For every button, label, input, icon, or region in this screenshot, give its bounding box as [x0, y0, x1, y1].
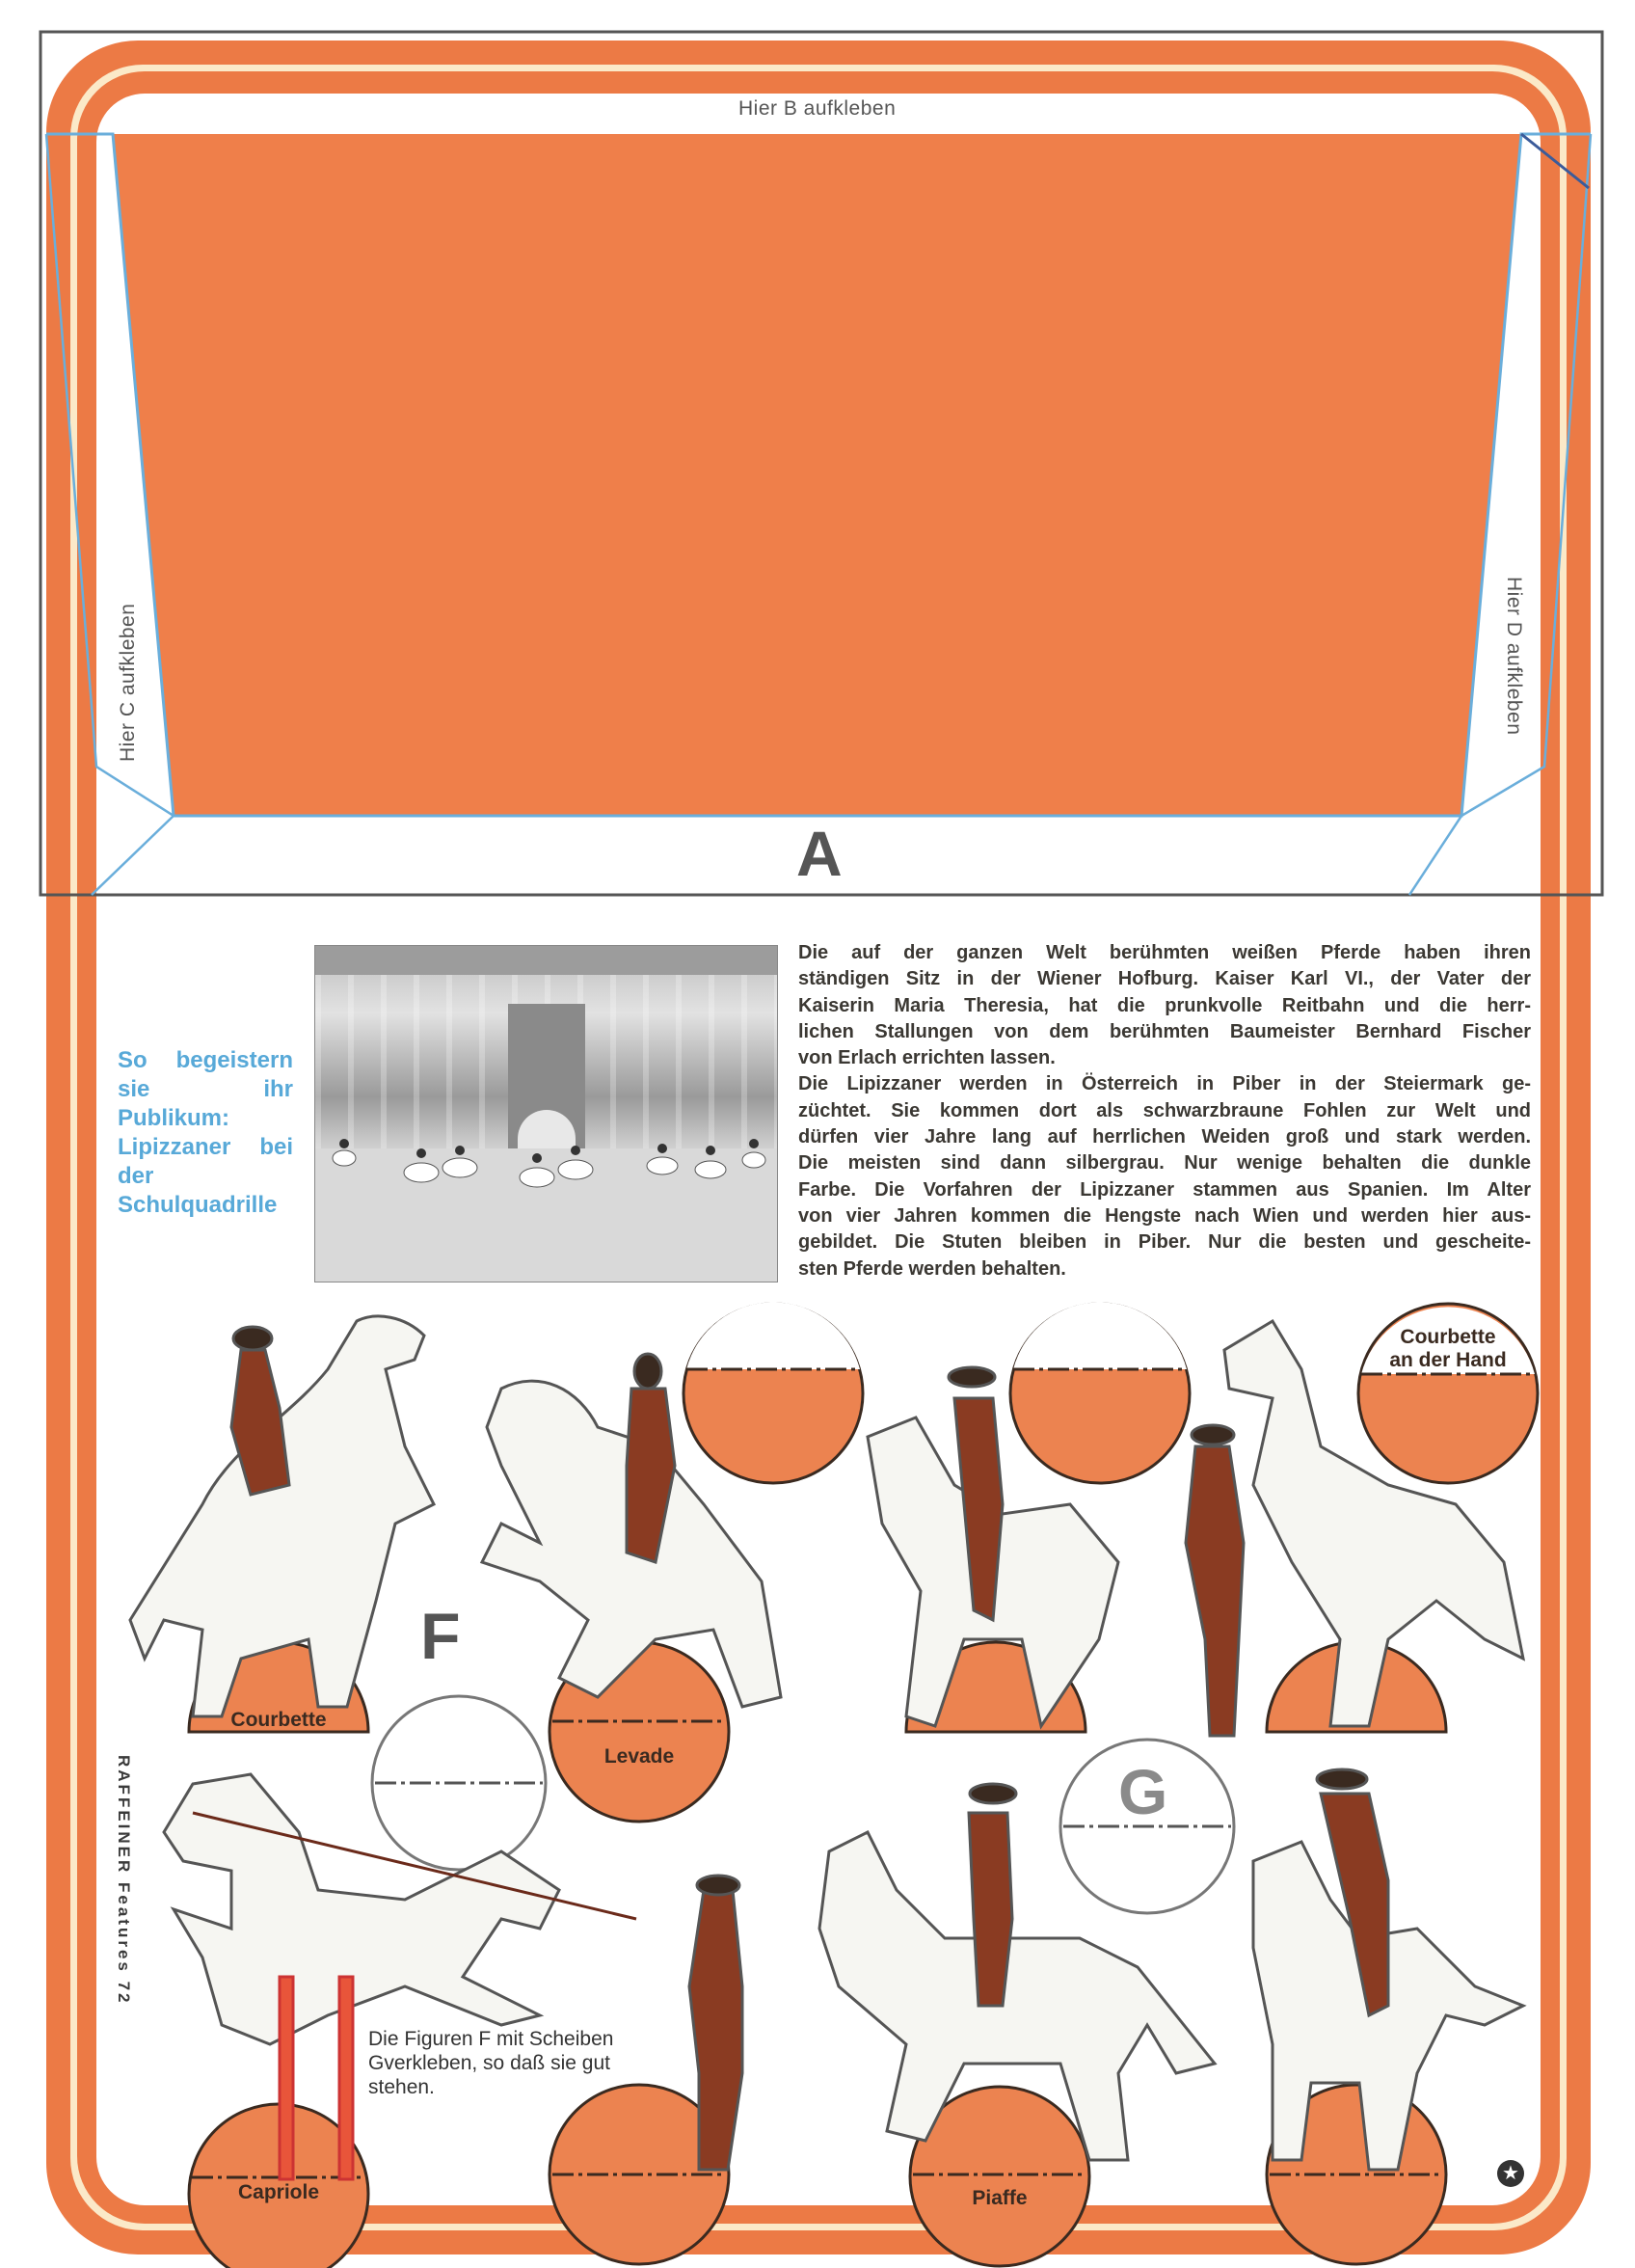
photo-caption: So begeistern sie ihr Publikum: Lipizzaner bei der Schulquadrille — [118, 1047, 293, 1218]
label-line-2: an der Hand — [1389, 1349, 1507, 1371]
flap-c-label: Hier C aufkleben — [117, 603, 139, 762]
panel-a — [113, 134, 1521, 816]
flap-b-label: Hier B aufkleben — [738, 97, 897, 120]
label-levade: Levade — [603, 1745, 675, 1768]
publisher-imprint: RAFFEINER Features 72 — [115, 1755, 133, 2006]
panel-letter: A — [796, 818, 843, 889]
label-line-1: Courbette — [1400, 1326, 1496, 1348]
article-line: dürfen vier Jahre lang auf herrlichen Weiden groß und stark werden. — [798, 1126, 1531, 1148]
article-line: Kaiserin Maria Theresia, hat die prunkvolle Reitbahn und die herr- — [798, 994, 1531, 1016]
label-piaffe: Piaffe — [972, 2187, 1028, 2209]
label-courbette-an-der-hand — [1371, 1326, 1525, 1372]
article-line: Die meisten sind dann silbergrau. Nur wenige behalten die dunkle — [798, 1152, 1531, 1174]
article-line: ständigen Sitz in der Wiener Hofburg. Kaiser Karl VI., der Vater der — [798, 968, 1531, 990]
figure-letter-f: F — [420, 1600, 461, 1673]
article-line: Die Lipizzaner werden in Österreich in Piber in der Steiermark ge- — [798, 1073, 1531, 1095]
star-icon: ★ — [1497, 2160, 1524, 2187]
article-line: Farbe. Die Vorfahren der Lipizzaner stammen aus Spanien. Im Alter — [798, 1178, 1531, 1201]
label-courbette: Courbette — [230, 1709, 327, 1731]
photo-schulquadrille — [314, 945, 778, 1282]
flap-d-label: Hier D aufkleben — [1503, 577, 1525, 736]
label-capriole: Capriole — [237, 2181, 320, 2203]
article-line: von vier Jahren kommen die Hengste nach Wien und werden hier aus- — [798, 1204, 1531, 1227]
article-line: gebildet. Die Stuten bleiben in Piber. Nur die besten und gescheite- — [798, 1231, 1531, 1254]
figure-letter-g: G — [1118, 1756, 1168, 1827]
assembly-note: Die Figuren F mit Scheiben Gverkleben, so daß sie gut stehen. — [368, 2028, 614, 2098]
article-text — [798, 940, 1531, 1282]
article-line: sten Pferde werden behalten. — [798, 1257, 1066, 1280]
article-line: züchtet. Sie kommen dort als schwarzbraune Fohlen zur Welt und — [798, 1099, 1531, 1121]
article-line: von Erlach errichten lassen. — [798, 1047, 1056, 1069]
article-line: Die auf der ganzen Welt berühmten weißen Pferde haben ihren — [798, 942, 1531, 963]
article-line: lichen Stallungen von dem berühmten Baumeister Bernhard Fischer — [798, 1020, 1531, 1042]
